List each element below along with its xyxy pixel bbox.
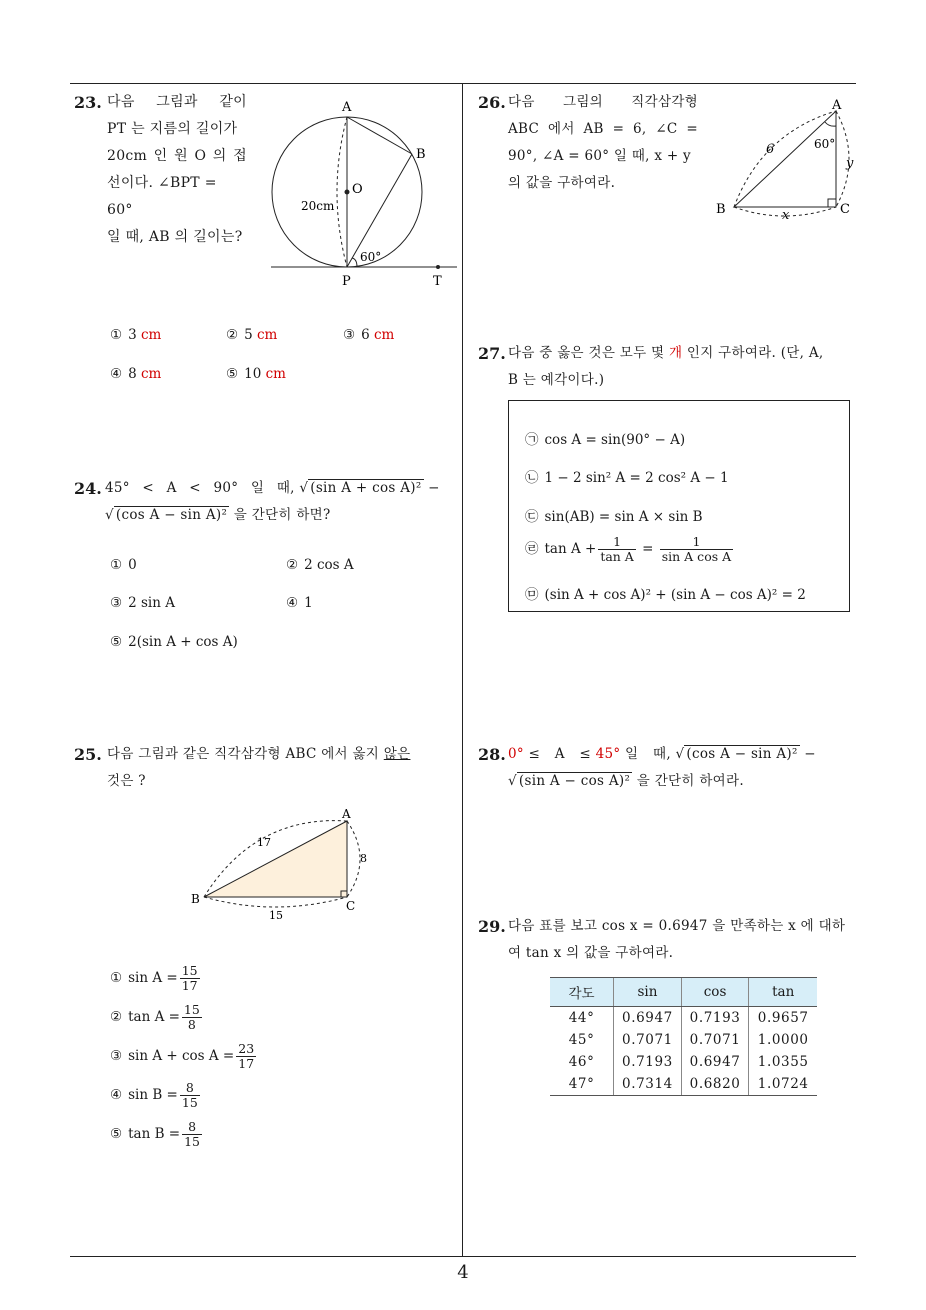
bottom-rule [70, 1256, 856, 1257]
q25-option-5[interactable] [110, 1120, 204, 1149]
q28-when: 일 때, [625, 746, 671, 762]
label-b: B [191, 892, 200, 906]
option-lhs: sin A = [128, 970, 178, 986]
q24-sqrt2: √ (cos A − sin A)² [105, 507, 228, 523]
q26-line: 다음 그림의 직각삼각형 [508, 94, 698, 110]
q26-triangle-figure [712, 95, 867, 225]
table-row [550, 1007, 817, 1030]
label-x: x [782, 208, 790, 223]
q25-option-2[interactable] [110, 1003, 204, 1032]
q24-sqrt1: √ (sin A + cos A)² [299, 480, 422, 496]
option-mark: ① [110, 327, 123, 343]
table-row [550, 1051, 817, 1073]
q24-line1 [105, 475, 457, 502]
cell-angle: 45° [568, 1032, 595, 1048]
q26-line: 의 값을 구하여라. [508, 175, 616, 191]
q27-text [508, 340, 864, 394]
label-8: 8 [360, 852, 367, 865]
item-mark: ㉤ [525, 587, 539, 603]
item-text: 1 − 2 sin² A = 2 cos² A − 1 [544, 470, 729, 486]
fraction-num: 15 [181, 963, 198, 978]
cell-cos: 0.6947 [681, 1051, 749, 1073]
q27-line2: B 는 예각이다.) [508, 372, 605, 388]
q28-line2 [508, 768, 860, 795]
cell-tan: 0.9657 [749, 1007, 817, 1030]
q29-number: 29. [478, 917, 506, 936]
option-unit: cm [141, 366, 162, 382]
option-unit: cm [257, 327, 278, 343]
option-mark: ⑤ [226, 366, 239, 382]
label-o: O [352, 182, 363, 197]
label-c: C [840, 202, 850, 217]
option-lhs: tan B = [128, 1126, 181, 1142]
q23-option-3[interactable] [343, 327, 394, 343]
cell-angle: 47° [550, 1073, 614, 1096]
q28-ineq: ≤ A ≤ [528, 746, 592, 762]
q23-line: 다음 그림과 같이 [107, 94, 247, 110]
cell-sin: 0.7314 [614, 1073, 682, 1096]
vert-dash-arc [347, 821, 360, 897]
label-t: T [433, 274, 442, 289]
label-a: A [342, 807, 351, 821]
q24-prefix: 45° < A < 90° 일 때, [105, 480, 295, 496]
label-15: 15 [269, 909, 283, 922]
q25-line2: 것은 ? [107, 773, 146, 789]
column-divider [462, 83, 463, 1256]
fraction-num: 1 [598, 535, 636, 550]
fraction-num: 23 [238, 1041, 255, 1056]
q24-suffix: 을 간단히 하면? [233, 507, 331, 523]
option-mark: ④ [286, 595, 299, 611]
table-row [550, 1073, 817, 1096]
q27-number: 27. [478, 344, 506, 363]
label-c: C [346, 899, 356, 913]
table-row [550, 1029, 817, 1051]
item-fraction [660, 535, 733, 564]
option-mark: ③ [110, 595, 123, 611]
table-header-row [550, 978, 817, 1007]
option-mark: ③ [343, 327, 356, 343]
cell-angle: 46° [568, 1054, 595, 1070]
item-lhs: tan A + [544, 541, 597, 557]
q25-number: 25. [74, 745, 102, 764]
q27-item-1 [525, 428, 685, 448]
fraction-den: 17 [181, 978, 198, 993]
option-lhs: sin B = [128, 1087, 178, 1103]
item-text: (sin A + cos A)² + (sin A − cos A)² = 2 [544, 587, 806, 603]
q24-option-4[interactable] [286, 595, 313, 611]
option-mark: ⑤ [110, 634, 123, 650]
label-p: P [342, 274, 351, 289]
option-mark: ② [110, 1009, 123, 1025]
q26-line: 90°, ∠A = 60° 일 때, x + y [508, 148, 691, 164]
item-mark: ㉢ [525, 509, 539, 525]
q25-underlined: 않은 [383, 746, 411, 762]
option-mark: ① [110, 557, 123, 573]
option-text: 2 cos A [304, 557, 354, 573]
q23-circle-figure [265, 95, 460, 290]
q29-trig-table [550, 977, 817, 1096]
triangle-abc [734, 111, 836, 207]
fraction-num: 8 [180, 1081, 200, 1096]
q24-option-5[interactable] [110, 634, 238, 650]
option-fraction [182, 1120, 202, 1149]
option-value: 5 [244, 327, 253, 343]
option-mark: ② [286, 557, 299, 573]
q23-option-2[interactable] [226, 327, 277, 343]
cell-tan: 1.0355 [749, 1051, 817, 1073]
option-text: 1 [304, 595, 313, 611]
q23-number: 23. [74, 93, 102, 112]
option-fraction [182, 1003, 202, 1032]
label-y: y [846, 156, 854, 171]
cell-cos: 0.7071 [681, 1029, 749, 1051]
label-b: B [416, 147, 426, 162]
q24-sqrt1-body: (sin A + cos A)² [310, 480, 422, 496]
label-a: A [832, 98, 842, 113]
q26-line: ABC 에서 AB = 6, ∠C = [508, 121, 698, 137]
q27-red-word: 개 [668, 345, 683, 361]
option-text: 0 [128, 557, 137, 573]
cell-cos: 0.7193 [681, 1007, 749, 1030]
item-mark: ㉣ [525, 541, 539, 557]
point-t [436, 265, 440, 269]
item-fraction [598, 535, 636, 564]
option-value: 6 [361, 327, 370, 343]
q29-text [508, 913, 868, 967]
fraction-den: 17 [238, 1056, 255, 1071]
q25-text [107, 741, 457, 795]
fraction-den: 15 [181, 1095, 198, 1110]
q25-option-1[interactable] [110, 964, 202, 993]
fraction-num: 15 [183, 1002, 200, 1017]
q27-item-4 [525, 535, 735, 564]
q23-option-5[interactable] [226, 366, 286, 382]
label-angle: 60° [360, 250, 382, 264]
q25-line1 [107, 741, 457, 768]
q28-sqrt2-body: (sin A − cos A)² [518, 773, 631, 789]
cell-sin: 0.7071 [614, 1029, 682, 1051]
q27-line1-a: 다음 중 옳은 것은 모두 몇 [508, 345, 665, 361]
option-unit: cm [141, 327, 162, 343]
cell-tan: 1.0000 [749, 1029, 817, 1051]
q24-number: 24. [74, 479, 102, 498]
q28-number: 28. [478, 745, 506, 764]
header-angle: 각도 [550, 978, 614, 1007]
option-value: 3 [128, 327, 137, 343]
q23-line: 선이다. ∠BPT = 60° [107, 175, 217, 218]
chord-ab [347, 117, 412, 154]
q27-item-2 [525, 466, 729, 486]
q25-option-3[interactable] [110, 1042, 258, 1071]
fraction-den: 15 [184, 1134, 200, 1149]
q29-line2: 여 tan x 의 값을 구하여라. [508, 945, 674, 961]
q27-item-5 [525, 583, 806, 603]
q23-line: PT 는 지름의 길이가 [107, 121, 238, 137]
q23-line: 20cm 인 원 O 의 접 [107, 148, 247, 164]
q25-line1-text: 다음 그림과 같은 직각삼각형 ABC 에서 옳지 [107, 746, 380, 762]
q29-line1: 다음 표를 보고 cos x = 0.6947 을 만족하는 x 에 대하 [508, 918, 846, 934]
q24-minus: − [428, 480, 440, 496]
fraction-num: 8 [182, 1120, 202, 1135]
fraction-den: sin A cos A [661, 549, 732, 564]
center-dot [345, 190, 350, 195]
q26-text [508, 89, 698, 197]
q24-option-2[interactable] [286, 557, 354, 573]
label-17: 17 [257, 836, 271, 849]
q28-45-deg: 45° [595, 746, 621, 762]
label-a: A [342, 100, 352, 115]
angle-arc [352, 258, 357, 267]
q24-sqrt2-body: (cos A − sin A)² [115, 507, 228, 523]
option-text: 2(sin A + cos A) [128, 634, 238, 650]
option-lhs: sin A + cos A = [128, 1048, 235, 1064]
q28-text [508, 741, 860, 795]
q28-sqrt1: √ (cos A − sin A)² [675, 746, 798, 762]
cell-sin: 0.7193 [614, 1051, 682, 1073]
q27-item-3 [525, 505, 703, 525]
option-fraction [180, 1081, 200, 1110]
option-mark: ④ [110, 366, 123, 382]
q24-line2 [105, 502, 457, 529]
q23-text [107, 89, 247, 251]
q28-line1 [508, 741, 860, 768]
option-unit: cm [374, 327, 395, 343]
q25-triangle-figure [185, 805, 385, 925]
q23-option-4[interactable] [110, 366, 161, 382]
q28-sqrt1-body: (cos A − sin A)² [686, 746, 798, 762]
option-text: 2 sin A [128, 595, 175, 611]
header-cos: cos [681, 978, 749, 1007]
q28-zero-deg: 0° [508, 746, 524, 762]
q27-line1-b: 인지 구하여라. (단, A, [686, 345, 824, 361]
option-mark: ⑤ [110, 1126, 123, 1142]
fraction-den: tan A [600, 549, 634, 564]
option-mark: ③ [110, 1048, 123, 1064]
base-dash-arc [204, 897, 347, 907]
option-value: 8 [128, 366, 137, 382]
option-unit: cm [265, 366, 286, 382]
q28-suffix: 을 간단히 하여라. [636, 773, 744, 789]
cell-tan: 1.0724 [749, 1073, 817, 1096]
q27-line1 [508, 340, 864, 367]
option-lhs: tan A = [128, 1009, 180, 1025]
q25-option-4[interactable] [110, 1081, 202, 1110]
q28-sqrt2: √ (sin A − cos A)² [508, 773, 631, 789]
item-mark: ㉠ [525, 432, 539, 448]
option-value: 10 [244, 366, 262, 382]
label-6: 6 [766, 142, 775, 157]
item-eq: = [642, 541, 654, 557]
q24-text [105, 475, 457, 529]
item-text: cos A = sin(90° − A) [544, 432, 686, 448]
q24-option-3[interactable] [110, 595, 175, 611]
top-rule [70, 83, 856, 84]
item-text: sin(AB) = sin A × sin B [544, 509, 703, 525]
option-mark: ④ [110, 1087, 123, 1103]
option-fraction [180, 964, 200, 993]
q23-option-1[interactable] [110, 327, 161, 343]
right-angle-mark [828, 199, 836, 207]
label-60: 60° [814, 137, 836, 151]
q28-minus: − [804, 746, 816, 762]
page-number: 4 [457, 1262, 469, 1283]
option-mark: ② [226, 327, 239, 343]
q26-number: 26. [478, 93, 506, 112]
cell-angle: 44° [568, 1010, 595, 1026]
header-tan: tan [749, 978, 817, 1007]
fraction-num: 1 [660, 535, 733, 550]
cell-sin: 0.6947 [614, 1007, 682, 1030]
header-sin: sin [614, 978, 682, 1007]
fraction-den: 8 [187, 1017, 196, 1032]
q24-option-1[interactable] [110, 557, 137, 573]
label-diameter: 20cm [301, 199, 335, 213]
cell-cos: 0.6820 [681, 1073, 749, 1096]
angle-arc [825, 122, 836, 126]
q23-line: 일 때, AB 의 길이는? [107, 229, 243, 245]
item-mark: ㉡ [525, 470, 539, 486]
option-fraction [236, 1042, 256, 1071]
option-mark: ① [110, 970, 123, 986]
label-b: B [716, 202, 726, 217]
